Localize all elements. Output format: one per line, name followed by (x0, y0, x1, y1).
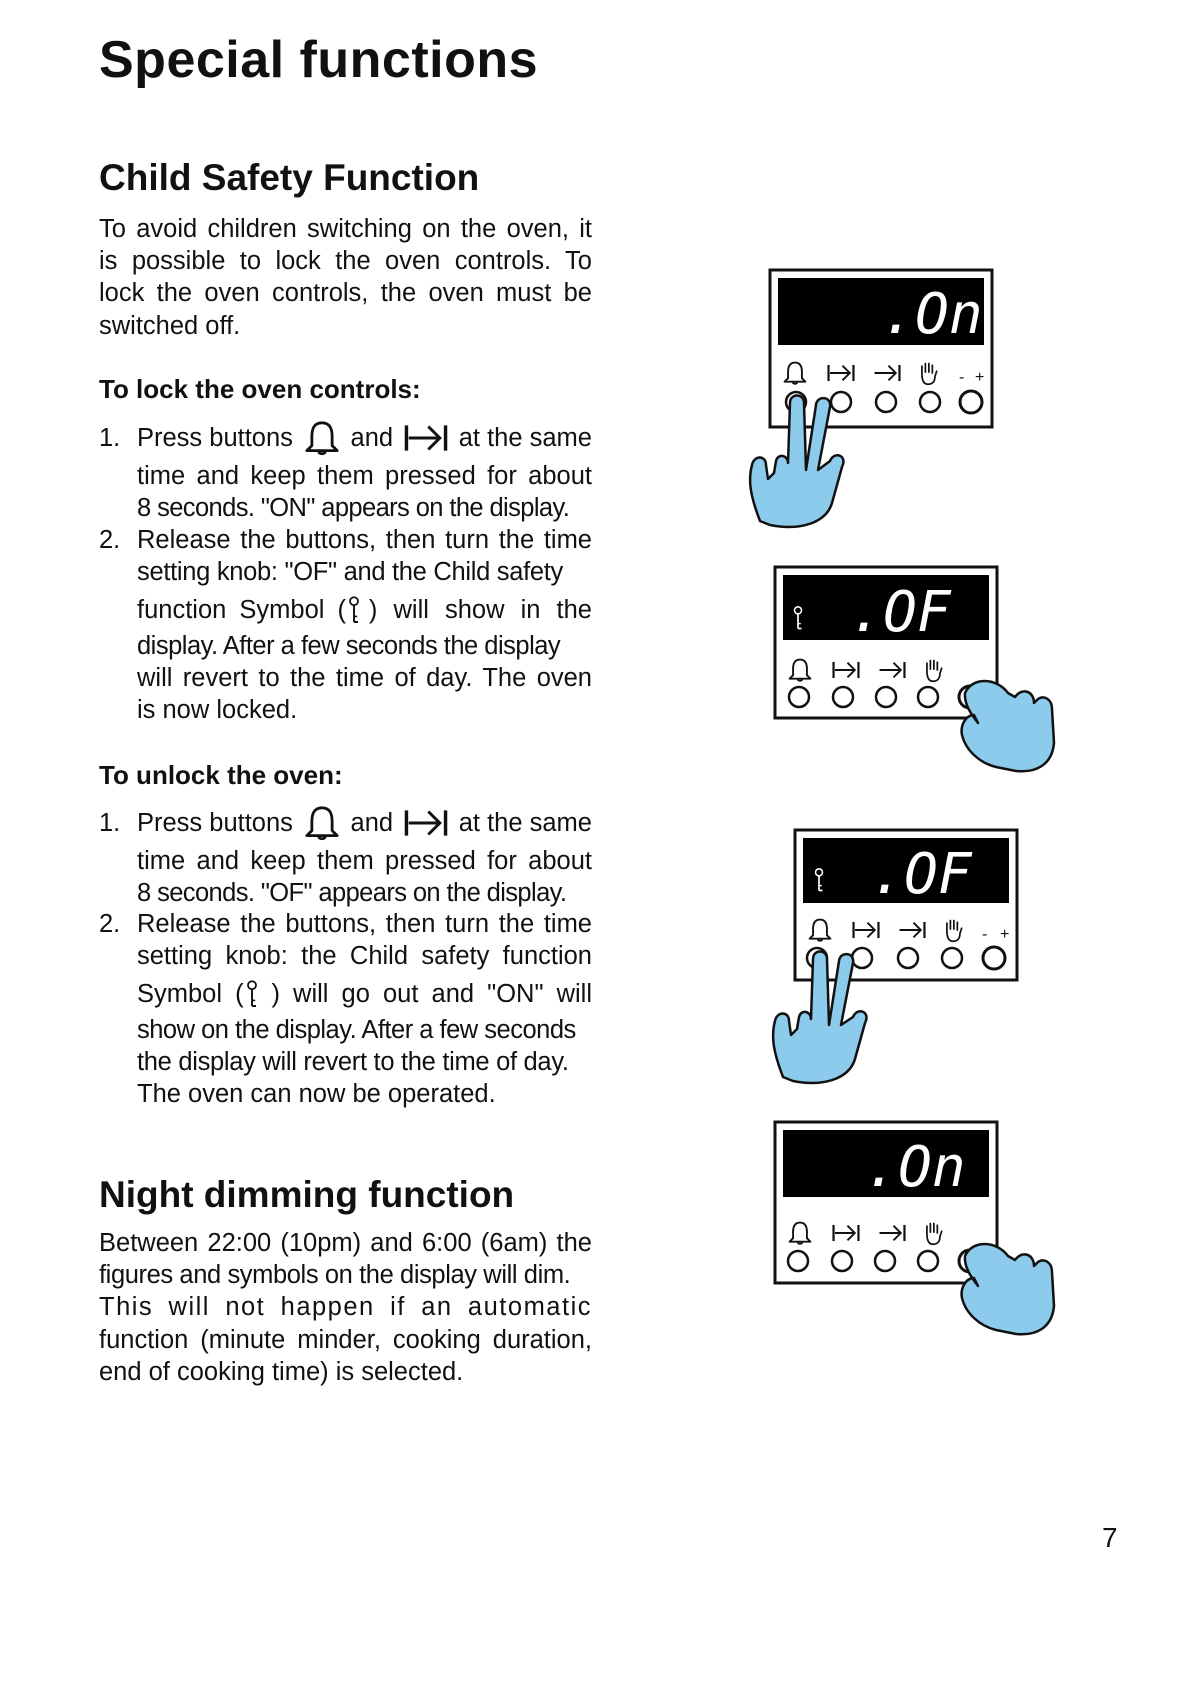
section-heading-night-dimming: Night dimming function (99, 1174, 515, 1215)
key-icon (346, 593, 362, 627)
step-text: and (350, 424, 394, 452)
text-line: figures and symbols on the display will dim. (99, 1261, 571, 1290)
unlock-heading: To unlock the oven: (99, 760, 343, 790)
bell-icon (303, 416, 341, 460)
step-text: Symbol ( (137, 980, 244, 1008)
duration-button[interactable] (833, 687, 853, 707)
step-text: Press buttons (137, 809, 293, 837)
text-line: The oven can now be operated. (137, 1080, 496, 1108)
key-icon (244, 977, 260, 1011)
end-time-button[interactable] (876, 687, 896, 707)
hand-illustration (750, 396, 843, 527)
time-knob[interactable] (960, 391, 982, 413)
text-line: is possible to lock the oven controls. To (99, 247, 592, 276)
text-line: switched off. (99, 311, 241, 340)
manual-button[interactable] (942, 948, 962, 968)
manual-button[interactable] (918, 687, 938, 707)
duration-button[interactable] (832, 1251, 852, 1271)
time-knob[interactable] (983, 947, 1005, 969)
text-line: the display will revert to the time of day. (137, 1048, 569, 1076)
display-readout: .On (864, 1135, 966, 1200)
step-number: 1. (99, 809, 121, 837)
step-text: and (350, 809, 394, 837)
text-line: This will not happen if an automatic (99, 1293, 592, 1322)
text-line: lock the oven controls, the oven must be (99, 279, 592, 308)
oven-panel-unlock-press (765, 825, 1035, 1100)
display-readout: .OF (849, 580, 951, 645)
manual-button[interactable] (918, 1251, 938, 1271)
oven-panel-unlock-turn (760, 1120, 1060, 1340)
section-heading-child-safety: Child Safety Function (99, 157, 480, 198)
step-number: 2. (99, 526, 121, 554)
hand-illustration (962, 1244, 1054, 1334)
text-line: Release the buttons, then turn the time (137, 526, 592, 554)
text-line: setting knob: the Child safety function (137, 942, 592, 970)
text-line: Between 22:00 (10pm) and 6:00 (6am) the (99, 1229, 592, 1257)
step-text: at the same (458, 809, 592, 837)
minus-label: - (982, 926, 988, 943)
page-number: 7 (1102, 1522, 1118, 1553)
end-time-button[interactable] (898, 948, 918, 968)
step-text: Press buttons (137, 424, 293, 452)
step-number: 2. (99, 910, 121, 938)
page-title: Special functions (99, 31, 539, 89)
text-line: Release the buttons, then turn the time (137, 910, 592, 938)
text-line: show on the display. After a few seconds (137, 1016, 576, 1044)
hand-illustration (773, 952, 866, 1083)
step-text: ) will show in the (368, 596, 592, 624)
minus-label: - (959, 369, 965, 386)
text-line: 8 seconds. "OF" appears on the display. (137, 879, 567, 907)
text-line: is now locked. (137, 696, 298, 724)
bell-button[interactable] (788, 1251, 808, 1271)
text-line: end of cooking time) is selected. (99, 1357, 464, 1386)
bell-button[interactable] (789, 687, 809, 707)
plus-label: + (1000, 926, 1010, 943)
text-line: setting knob: "OF" and the Child safety (137, 558, 563, 586)
child-safety-intro (99, 213, 592, 342)
step-number: 1. (99, 424, 121, 452)
step-text: function Symbol ( (137, 596, 347, 624)
text-line: display. After a few seconds the display (137, 632, 561, 660)
plus-label: + (975, 369, 985, 386)
text-line: time and keep them pressed for about (137, 847, 592, 875)
text-line: 8 seconds. "ON" appears on the display. (137, 494, 570, 522)
duration-button[interactable] (852, 948, 872, 968)
step-text: at the same (458, 424, 592, 452)
duration-button[interactable] (831, 392, 851, 412)
night-dimming-text (99, 1227, 592, 1388)
text-line: function (minute minder, cooking duration, (99, 1325, 592, 1354)
text-line: will revert to the time of day. The oven (137, 664, 592, 692)
manual-button[interactable] (920, 392, 940, 412)
oven-panel-lock-press (740, 265, 1010, 540)
display-readout: .On (881, 282, 983, 347)
text-line: time and keep them pressed for about (137, 462, 592, 490)
cooking-duration-icon (403, 805, 449, 841)
lock-heading: To lock the oven controls: (99, 374, 421, 404)
bell-icon (303, 801, 341, 845)
display-readout: .OF (870, 842, 972, 907)
end-time-button[interactable] (875, 1251, 895, 1271)
text-line: To avoid children switching on the oven, it (99, 215, 592, 243)
hand-illustration (962, 681, 1054, 771)
cooking-duration-icon (403, 420, 449, 456)
step-text: ) will go out and "ON" will (271, 980, 592, 1008)
end-time-button[interactable] (876, 392, 896, 412)
oven-panel-lock-turn (760, 565, 1060, 785)
